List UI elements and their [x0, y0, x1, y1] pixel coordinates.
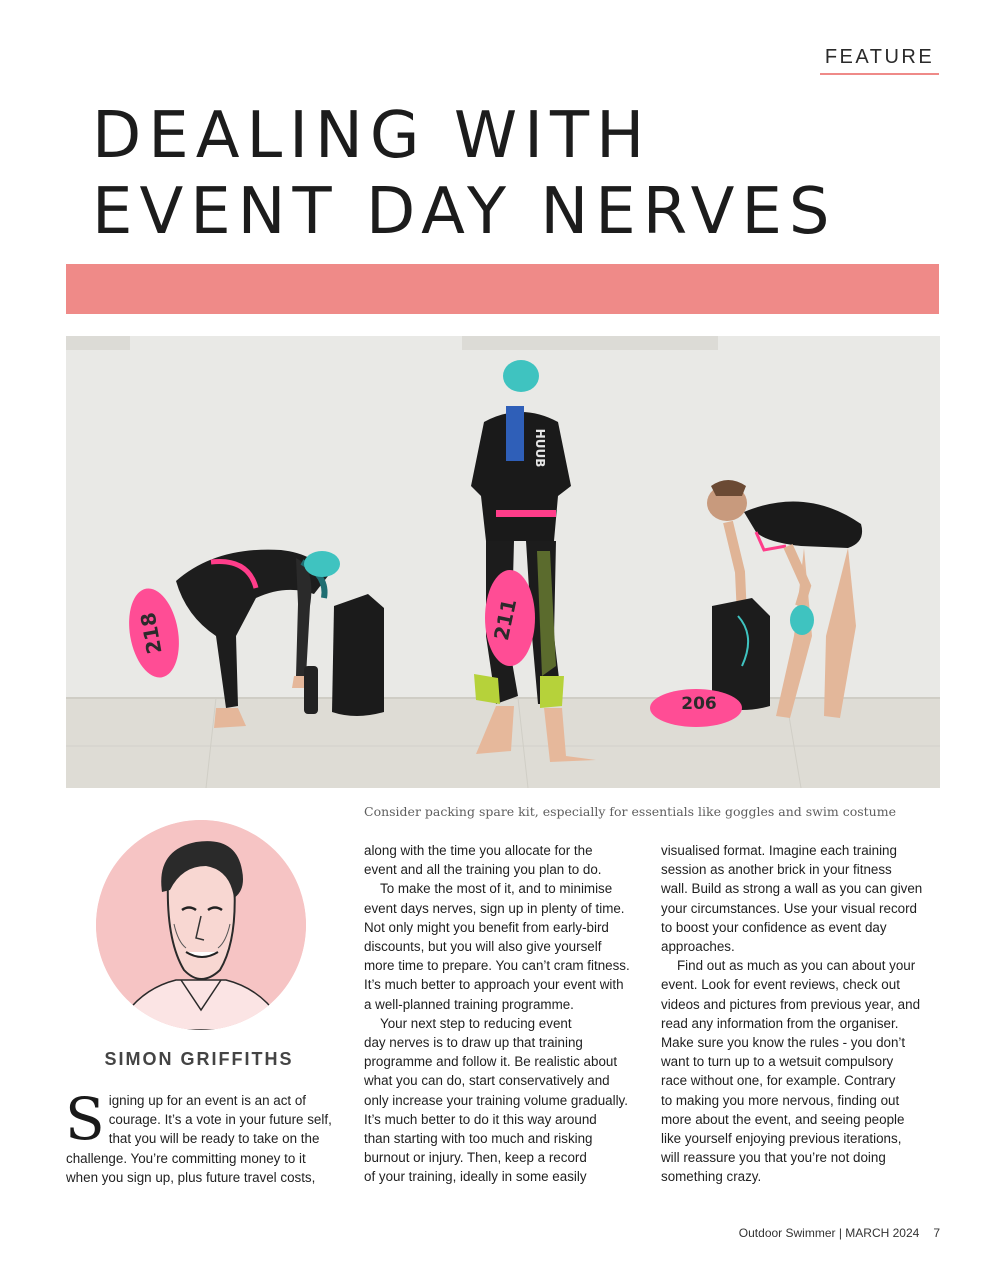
headline-line-2: EVENT DAY NERVES	[92, 175, 837, 249]
section-label: FEATURE	[824, 46, 935, 68]
publication-issue: Outdoor Swimmer | MARCH 2024	[738, 1226, 920, 1240]
body-column-1	[65, 1085, 338, 1187]
body-line: your circumstances. Use your visual record	[661, 900, 917, 916]
body-line: of your training, ideally in some easily	[364, 1169, 587, 1185]
body-line: Find out as much as you can about your	[677, 958, 916, 974]
author-sketch	[96, 820, 306, 1030]
body-line: to boost your confidence as event day	[661, 919, 887, 935]
photo-caption: Consider packing spare kit, especially for essentials like goggles and swim costume	[364, 804, 896, 819]
body-line: programme and follow it. Be realistic about	[364, 1054, 618, 1070]
body-column-2	[364, 841, 640, 1187]
body-line: Not only might you benefit from early-bird	[364, 919, 609, 935]
body-line: To make the most of it, and to minimise	[380, 881, 613, 897]
page-number: 7	[933, 1226, 940, 1240]
swimmers-illustration	[66, 336, 940, 788]
bib-number-right: 206	[681, 694, 717, 714]
body-line: day nerves is to draw up that training	[364, 1035, 583, 1051]
author-portrait	[96, 820, 306, 1030]
bib-number-left: 218	[135, 610, 167, 656]
page-footer	[600, 1226, 940, 1240]
body-line: courage. It’s a vote in your future self,	[108, 1112, 332, 1128]
section-rule	[820, 73, 939, 75]
author-name: SIMON GRIFFITHS	[104, 1049, 294, 1069]
body-line: videos and pictures from previous year, and	[661, 996, 921, 1012]
body-line: more time to prepare. You can’t cram fitness.	[364, 958, 630, 974]
bib-number-center: 211	[489, 596, 522, 643]
body-line: want to turn up to a wetsuit compulsory	[661, 1054, 894, 1070]
headline	[92, 98, 912, 250]
body-line: event and all the training you plan to do.	[364, 862, 602, 878]
wetsuit-brand: HUUB	[533, 428, 547, 468]
body-line: more about the event, and seeing people	[661, 1111, 905, 1127]
body-line: visualised format. Imagine each training	[661, 843, 897, 858]
body-line: will reassure you that you’re not doing	[661, 1150, 886, 1166]
body-line: race without one, for example. Contrary	[661, 1073, 896, 1089]
body-line: along with the time you allocate for the	[364, 843, 593, 858]
body-line: like yourself enjoying previous iterations,	[661, 1131, 902, 1147]
accent-band	[66, 264, 939, 314]
body-line: something crazy.	[661, 1169, 762, 1185]
body-line: that you will be ready to take on the	[108, 1131, 320, 1147]
body-line: approaches.	[661, 939, 735, 955]
drop-cap: S	[65, 1085, 105, 1153]
body-column-3	[661, 841, 937, 1187]
body-line: a well-planned training programme.	[364, 996, 574, 1012]
body-line: to making you more nervous, finding out	[661, 1092, 900, 1108]
body-line: when you sign up, plus future travel costs,	[66, 1169, 316, 1185]
body-line: event. Look for event reviews, check out	[661, 977, 900, 993]
body-line: than starting with too much and risking	[364, 1131, 593, 1147]
headline-line-1: DEALING WITH	[92, 99, 652, 173]
body-line: discounts, but you will also give yourself	[364, 939, 602, 955]
body-line: Make sure you know the rules - you don’t	[661, 1035, 906, 1051]
body-line: igning up for an event is an act of	[108, 1093, 307, 1108]
body-line: challenge. You’re committing money to it	[66, 1150, 306, 1166]
body-line: burnout or injury. Then, keep a record	[364, 1150, 587, 1166]
body-line: It’s much better to do it this way around	[364, 1111, 597, 1127]
hero-photo	[66, 336, 940, 788]
body-line: Your next step to reducing event	[380, 1015, 572, 1031]
body-line: only increase your training volume gradually.	[364, 1092, 628, 1108]
body-line: wall. Build as strong a wall as you can given	[661, 881, 923, 897]
body-line: It’s much better to approach your event with	[364, 977, 624, 993]
body-line: event days nerves, sign up in plenty of time.	[364, 900, 625, 916]
body-line: what you can do, start conservatively and	[364, 1073, 610, 1089]
body-line: read any information from the organiser.	[661, 1015, 899, 1031]
body-line: session as another brick in your fitness	[661, 862, 892, 878]
